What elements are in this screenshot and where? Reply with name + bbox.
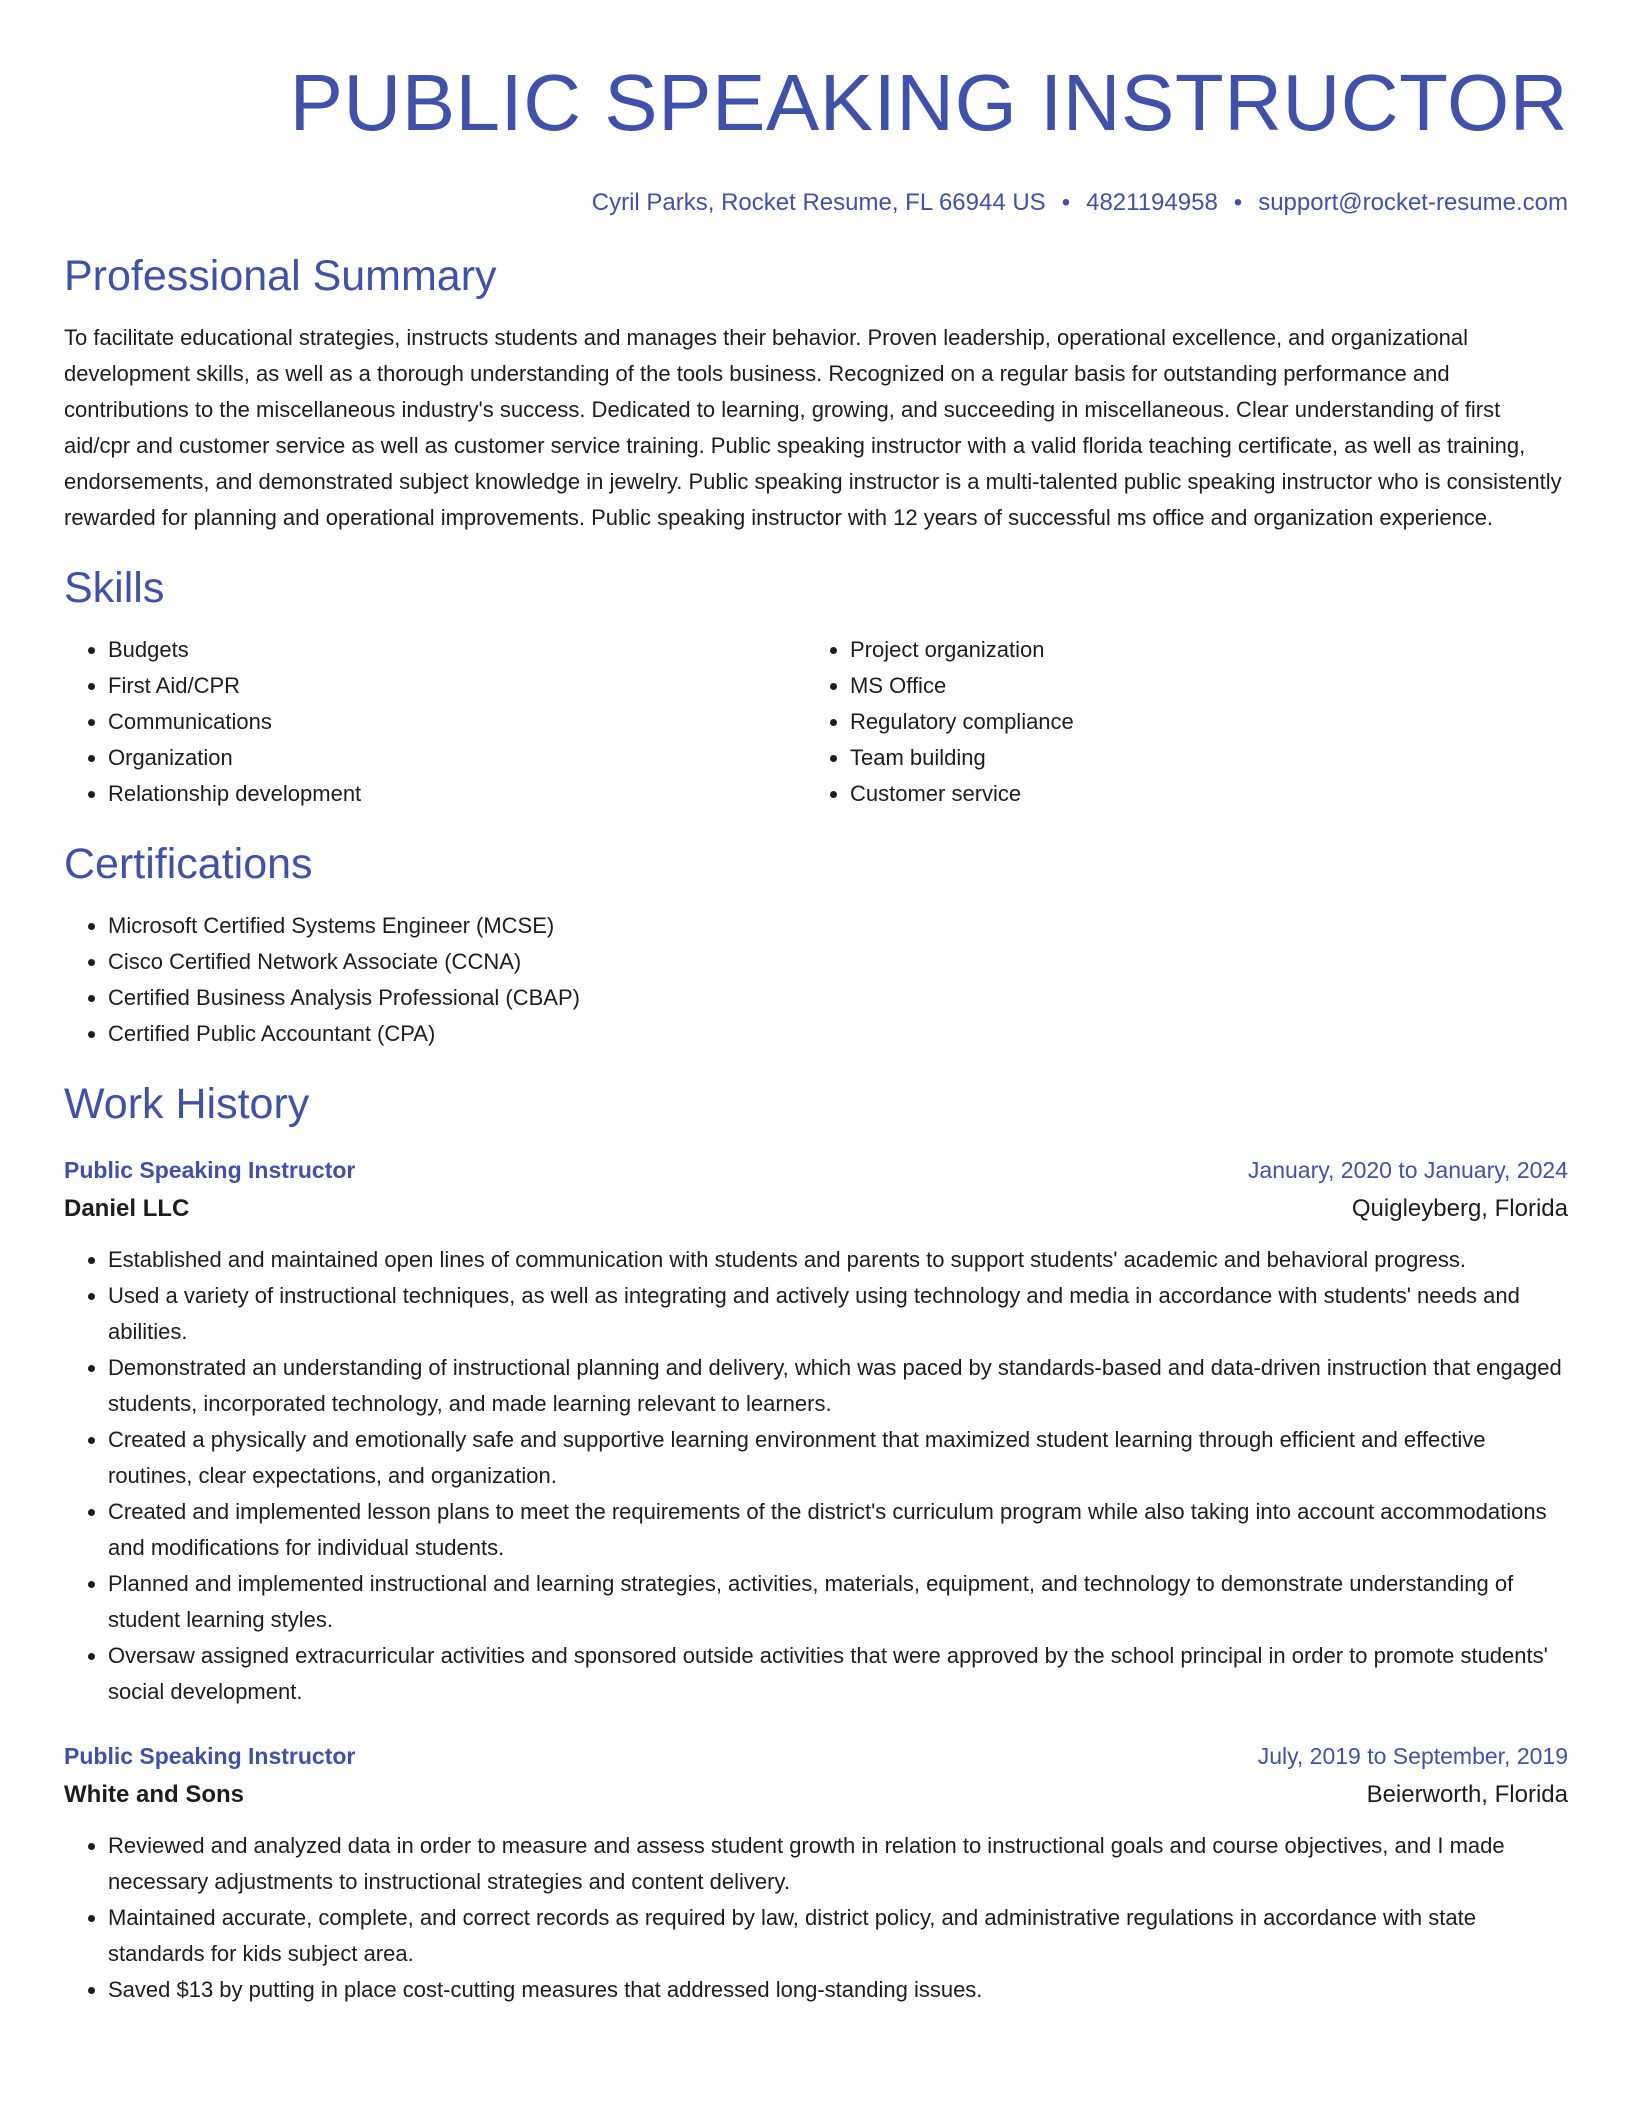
certification-item: • Certified Public Accountant (CPA): [108, 1016, 1568, 1052]
job-employer: Daniel LLC: [64, 1195, 190, 1222]
skill-item: • First Aid/CPR: [108, 668, 806, 704]
skill-item: • Budgets: [108, 632, 806, 668]
job-entry: [64, 1150, 1568, 1710]
skills-list: [64, 632, 1568, 812]
certification-item: • Cisco Certified Network Associate (CCNA): [108, 944, 1568, 980]
job-location: Quigleyberg, Florida: [1351, 1195, 1568, 1222]
skills-heading: Skills: [64, 564, 165, 612]
job-duty: • Used a variety of instructional techniques, as well as integrating and actively using technology and media in accordance with students' needs and abilities.: [108, 1278, 1568, 1350]
job-duty: • Saved $13 by putting in place cost-cutting measures that addressed long-standing issues.: [108, 1972, 1568, 2008]
job-duty: • Oversaw assigned extracurricular activities and sponsored outside activities that were approved by the school principal in order to promote students' social development.: [108, 1638, 1568, 1710]
skill-item: • Team building: [850, 740, 1548, 776]
certification-item: • Certified Business Analysis Professional (CBAP): [108, 980, 1568, 1016]
summary-text: To facilitate educational strategies, instructs students and manages their behavior. Proven leadership, operational excellence, and organizational development skills, as well as a thorough understanding of the tools business. Recognized on a regular basis for outstanding performance and contributions to the miscellaneous industry's success. Dedicated to learning, growing, and succeeding in miscellaneous. Clear understanding of first aid/cpr and customer service as well as customer service training. Public speaking instructor with a valid florida teaching certificate, as well as training, endorsements, and demonstrated subject knowledge in jewelry. Public speaking instructor is a multi-talented public speaking instructor who is consistently rewarded for planning and operational improvements. Public speaking instructor with 12 years of successful ms office and organization experience.: [64, 325, 1562, 530]
job-duty: • Created and implemented lesson plans to meet the requirements of the district's curriculum program while also taking into account accommodations and modifications for individual students.: [108, 1494, 1568, 1566]
job-title: Public Speaking Instructor: [64, 1157, 356, 1183]
skills-column-right: [806, 632, 1548, 812]
job-duty: • Demonstrated an understanding of instructional planning and delivery, which was paced by standards-based and data-driven instruction that engaged students, incorporated technology, and made learning relevant to learners.: [108, 1350, 1568, 1422]
work-history-heading: Work History: [64, 1080, 310, 1128]
certifications-heading: Certifications: [64, 840, 313, 888]
skill-item: • Regulatory compliance: [850, 704, 1548, 740]
summary-heading: Professional Summary: [64, 252, 497, 300]
skill-item: • Project organization: [850, 632, 1548, 668]
skill-item: • Customer service: [850, 776, 1548, 812]
job-location: Beierworth, Florida: [1366, 1781, 1568, 1808]
certifications-list: [64, 908, 1568, 1052]
job-dates: July, 2019 to September, 2019: [1257, 1743, 1568, 1769]
job-title: Public Speaking Instructor: [64, 1743, 356, 1769]
job-dates: January, 2020 to January, 2024: [1247, 1157, 1568, 1183]
resume-title: PUBLIC SPEAKING INSTRUCTOR: [289, 58, 1568, 147]
contact-phone[interactable]: 4821194958: [1086, 189, 1218, 216]
job-duty: • Created a physically and emotionally safe and supportive learning environment that maximized student learning through efficient and effective routines, clear expectations, and organization.: [108, 1422, 1568, 1494]
skill-item: • Communications: [108, 704, 806, 740]
job-duties: [64, 1828, 1568, 2008]
skill-item: • Relationship development: [108, 776, 806, 812]
contact-address: Cyril Parks, Rocket Resume, FL 66944 US: [591, 189, 1046, 216]
job-duty: • Reviewed and analyzed data in order to measure and assess student growth in relation to instructional goals and course objectives, and I made necessary adjustments to instructional strategies and content delivery.: [108, 1828, 1568, 1900]
contact-line: [64, 188, 1568, 218]
job-duties: [64, 1242, 1568, 1710]
job-duty: • Planned and implemented instructional and learning strategies, activities, materials, equipment, and technology to demonstrate understanding of student learning styles.: [108, 1566, 1568, 1638]
job-employer: White and Sons: [64, 1781, 244, 1808]
contact-separator: •: [1233, 189, 1243, 216]
skill-item: • Organization: [108, 740, 806, 776]
job-entry: [64, 1736, 1568, 2008]
resume-page: [64, 54, 1568, 2008]
skill-item: • MS Office: [850, 668, 1548, 704]
skills-column-left: [64, 632, 806, 812]
job-duty: • Maintained accurate, complete, and correct records as required by law, district policy, and administrative regulations in accordance with state standards for kids subject area.: [108, 1900, 1568, 1972]
certification-item: • Microsoft Certified Systems Engineer (MCSE): [108, 908, 1568, 944]
job-duty: • Established and maintained open lines of communication with students and parents to support students' academic and behavioral progress.: [108, 1242, 1568, 1278]
contact-email[interactable]: support@rocket-resume.com: [1258, 189, 1568, 216]
contact-separator: •: [1061, 189, 1071, 216]
